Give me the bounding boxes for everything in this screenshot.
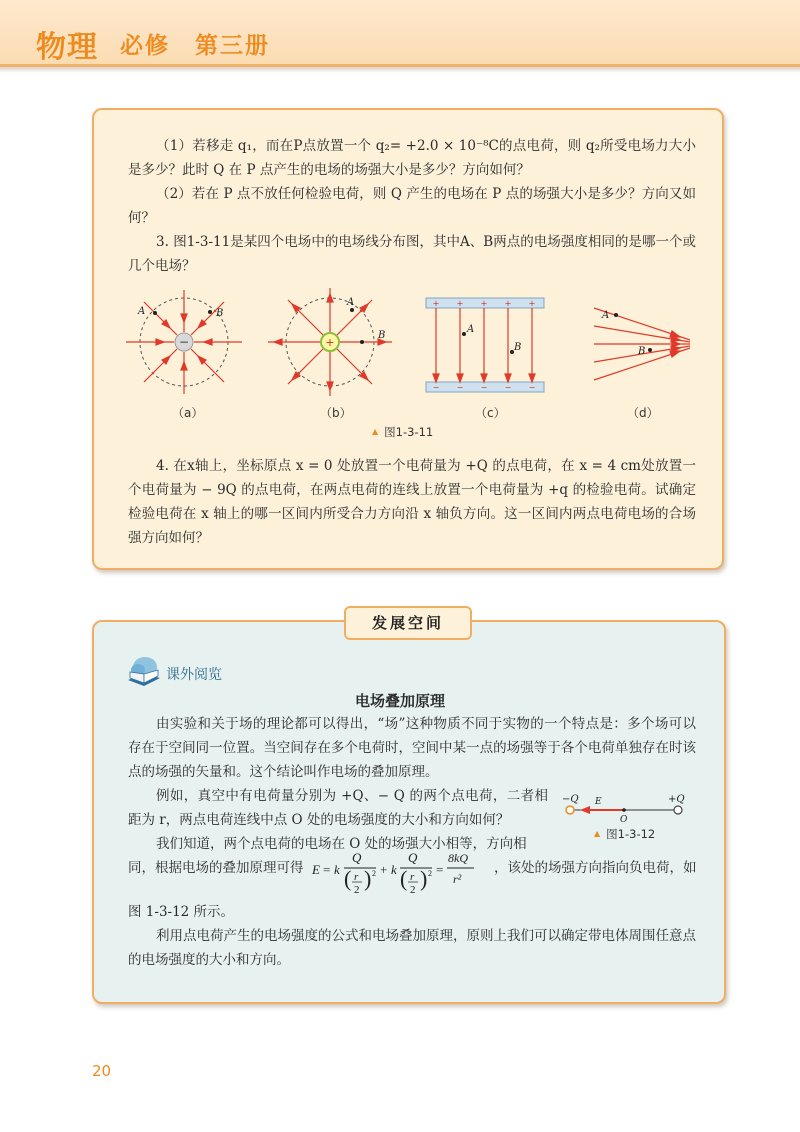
figure-d-converging-lines [590, 304, 698, 386]
svg-text:(: ( [344, 866, 352, 891]
figure-c-parallel-plates [424, 296, 548, 398]
header-shadow [0, 67, 800, 73]
reading-paragraph-3: 我们知道，两个点电荷的电场在 O 处的场强大小相等，方向相 [156, 836, 527, 852]
svg-text:−: − [528, 383, 536, 392]
point-a-label: A [602, 310, 610, 321]
svg-text:8kQ: 8kQ [448, 851, 468, 865]
figure-c-label: （c） [475, 406, 506, 420]
book-icon [124, 654, 164, 690]
e-label: E [595, 797, 602, 807]
charge-sign: + [325, 336, 335, 349]
reading-paragraph-5: 图 1-3-12 所示。 [128, 904, 235, 920]
svg-text:+: + [456, 299, 464, 308]
triangle-icon: ▲ [372, 427, 379, 436]
svg-text:+: + [380, 862, 388, 877]
svg-text:−: − [504, 383, 512, 392]
svg-text:r: r [410, 871, 415, 883]
point-a-label: A [138, 306, 146, 317]
page-number: 20 [92, 1062, 112, 1080]
svg-text:−: − [480, 383, 488, 392]
superposition-formula [310, 848, 490, 898]
svg-text:Q: Q [408, 850, 418, 865]
svg-text:+: + [528, 299, 536, 308]
svg-text:=: = [436, 862, 444, 877]
svg-text:=: = [323, 862, 331, 877]
formula-prefix: 同，根据电场的叠加原理可得 [128, 860, 304, 876]
triangle-icon: ▲ [594, 829, 601, 838]
pos-charge-label: +Q [668, 794, 685, 805]
svg-text:Q: Q [352, 850, 362, 865]
svg-text:−: − [432, 383, 440, 392]
figure-b-label: （b） [320, 406, 352, 420]
point-b-label: B [514, 342, 522, 353]
section-label: 课外阅览 [166, 667, 222, 683]
figure-1-3-12-caption: ▲ 图1-3-12 [594, 827, 656, 841]
svg-text:r²: r² [453, 872, 462, 886]
svg-text:k: k [391, 862, 397, 877]
svg-text:+: + [432, 299, 440, 308]
exercise-4: 4. 在x轴上，坐标原点 x = 0 处放置一个电荷量为 +Q 的点电荷，在 x = 4 cm处放置一个电荷量为 − 9Q 的点电荷，在两点电荷的连线上放置一个电荷量为 +q 的检验电荷。试确定检验电荷在 x 轴上的哪一区间内所受合力方向沿 x 轴负方向。这一区间内两点电荷电场的合场强方向如何？ [128, 458, 696, 546]
svg-text:(: ( [400, 866, 408, 891]
figure-caption: ▲ 图1-3-11 [372, 425, 434, 439]
formula-suffix: ，该处的场强方向指向负电荷，如 [494, 860, 697, 876]
svg-text:): ) [364, 866, 372, 891]
book-subtitle: 必修 第三册 [120, 33, 270, 59]
exercise-part-2: （2）若在 P 点不放任何检验电荷，则 Q 产生的电场在 P 点的场强大小是多少？方向又如何？ [128, 186, 696, 226]
figure-d-label: （d） [627, 406, 659, 420]
svg-text:+: + [480, 299, 488, 308]
svg-text:+: + [504, 299, 512, 308]
svg-text:): ) [420, 866, 428, 891]
neg-charge-label: −Q [562, 794, 579, 805]
figure-a-label: （a） [172, 406, 204, 420]
svg-text:r: r [354, 871, 359, 883]
point-b-label: B [216, 308, 224, 319]
svg-text:−: − [456, 383, 464, 392]
exercise-part-1: （1）若移走 q₁，而在P点放置一个 q₂= +2.0 × 10⁻⁸C的点电荷，则 q₂所受电场力大小是多少？此时 Q 在 P 点产生的电场的场强大小是多少？方向如何？ [128, 138, 696, 178]
figure-a-negative-charge [118, 286, 250, 406]
exercise-3: 3. 图1-3-11是某四个电场中的电场线分布图，其中A、B两点的电场强度相同的是哪一个或几个电场？ [128, 234, 696, 274]
point-a-label: A [467, 324, 475, 335]
svg-text:2: 2 [410, 884, 416, 896]
book-title: 物理 [36, 30, 98, 65]
reading-paragraph-1: 由实验和关于场的理论都可以得出，“场”这种物质不同于实物的一个特点是：多个场可以存在于空间同一位置。当空间存在多个电荷时，空间中某一点的场强等于各个电荷单独存在时该点的场强的矢量和。这个结论叫作电场的叠加原理。 [128, 716, 696, 780]
svg-text:2: 2 [428, 869, 432, 878]
o-label: O [620, 815, 628, 825]
point-b-label: B [378, 330, 386, 341]
svg-text:k: k [334, 862, 340, 877]
reading-paragraph-6: 利用点电荷产生的电场强度的公式和电场叠加原理，原则上我们可以确定带电体周围任意点的电场强度的大小和方向。 [128, 928, 696, 968]
svg-text:2: 2 [354, 884, 360, 896]
svg-text:E: E [312, 862, 320, 877]
point-a-label: A [347, 297, 355, 308]
reading-paragraph-2: 例如，真空中有电荷量分别为 +Q、− Q 的两个点电荷，二者相距为 r，两点电荷连线中点 O 处的电场强度的大小和方向如何？ [128, 788, 548, 828]
figure-b-positive-charge [264, 286, 400, 406]
charge-sign: − [178, 335, 190, 349]
point-b-label: B [638, 346, 646, 357]
development-tab: 发展空间 [344, 606, 472, 640]
svg-text:2: 2 [372, 869, 376, 878]
reading-title: 电场叠加原理 [354, 692, 445, 710]
